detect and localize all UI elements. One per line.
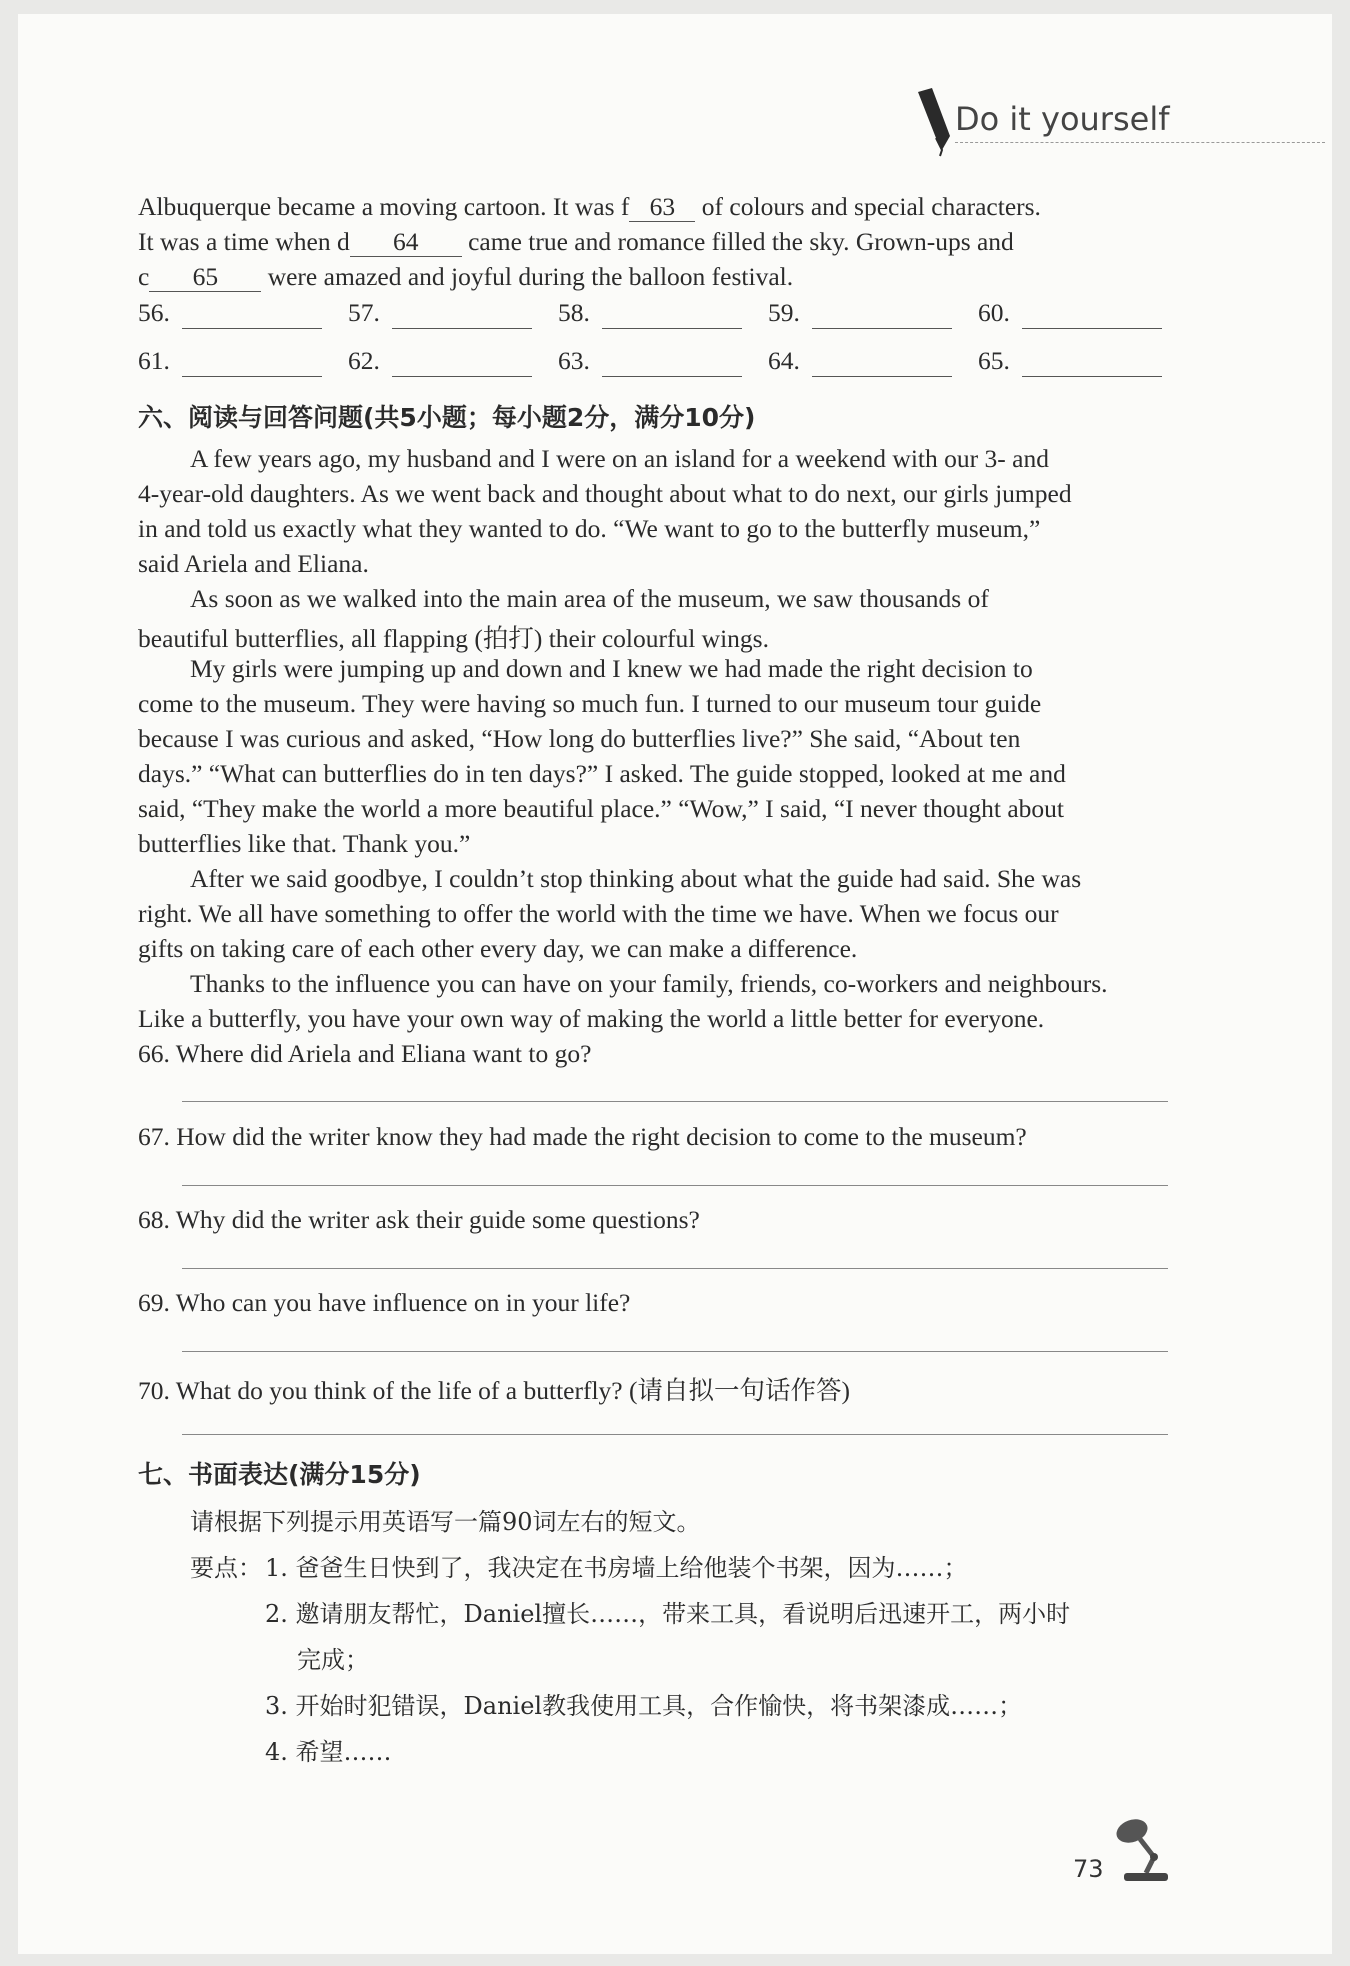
passage-line: 4-year-old daughters. As we went back and thought about what to do next, our girls jumped <box>138 479 1072 508</box>
cloze-text: of colours and special characters. <box>701 192 1041 221</box>
answer-blank[interactable] <box>602 328 742 329</box>
question-69: 69. Who can you have influence on in your life? <box>138 1288 631 1317</box>
answer-blank[interactable] <box>392 376 532 377</box>
answer-number: 64. <box>768 346 800 375</box>
writing-point: 4. 希望…… <box>265 1738 392 1766</box>
cloze-text: Albuquerque became a moving cartoon. It was f <box>138 192 630 221</box>
writing-point: 3. 开始时犯错误，Daniel教我使用工具，合作愉快，将书架漆成……； <box>265 1692 1023 1720</box>
passage-line: gifts on taking care of each other every day, we can make a difference. <box>138 934 858 963</box>
section-6-heading: 六、阅读与回答问题(共5小题；每小题2分，满分10分) <box>138 403 756 432</box>
cloze-gap-63: 63 <box>629 194 695 222</box>
passage-line: in and told us exactly what they wanted to do. “We want to go to the butterfly museum,” <box>138 514 1041 543</box>
passage-line: come to the museum. They were having so much fun. I turned to our museum tour guide <box>138 689 1042 718</box>
passage-line: After we said goodbye, I couldn’t stop thinking about what the guide had said. She was <box>190 864 1082 893</box>
header-divider <box>955 142 1325 143</box>
question-67: 67. How did the writer know they had made the right decision to come to the museum? <box>138 1122 1027 1151</box>
answer-line[interactable] <box>182 1434 1168 1435</box>
header-title: Do it yourself <box>955 100 1170 138</box>
answer-number: 61. <box>138 346 170 375</box>
cloze-text: c <box>138 262 150 291</box>
passage-line: because I was curious and asked, “How long do butterflies live?” She said, “About ten <box>138 724 1021 753</box>
question-66: 66. Where did Ariela and Eliana want to go? <box>138 1039 592 1068</box>
answer-blank[interactable] <box>182 328 322 329</box>
answer-blank[interactable] <box>392 328 532 329</box>
cloze-text: It was a time when d <box>138 227 350 256</box>
answer-blank[interactable] <box>1022 328 1162 329</box>
answer-number: 58. <box>558 298 590 327</box>
lamp-icon <box>1110 1815 1170 1890</box>
answer-line[interactable] <box>182 1351 1168 1352</box>
question-68: 68. Why did the writer ask their guide some questions? <box>138 1205 700 1234</box>
passage-line: Like a butterfly, you have your own way of making the world a little better for everyone. <box>138 1004 1045 1033</box>
passage-line: said, “They make the world a more beautiful place.” “Wow,” I said, “I never thought about <box>138 794 1064 823</box>
answer-blank[interactable] <box>1022 376 1162 377</box>
answer-number: 60. <box>978 298 1010 327</box>
cloze-line-2 <box>138 227 1014 257</box>
question-70: 70. What do you think of the life of a butterfly? (请自拟一句话作答) <box>138 1376 850 1405</box>
answer-number: 65. <box>978 346 1010 375</box>
answer-number: 63. <box>558 346 590 375</box>
answer-number: 57. <box>348 298 380 327</box>
passage-line: A few years ago, my husband and I were on an island for a weekend with our 3- and <box>190 444 1049 473</box>
cloze-line-3 <box>138 262 793 292</box>
cloze-text: came true and romance filled the sky. Grown-ups and <box>468 227 1014 256</box>
answer-blank[interactable] <box>812 376 952 377</box>
writing-point-continued: 完成； <box>297 1646 369 1674</box>
answer-line[interactable] <box>182 1101 1168 1102</box>
passage-line: right. We all have something to offer the world with the time we have. When we focus our <box>138 899 1059 928</box>
passage-line: My girls were jumping up and down and I knew we had made the right decision to <box>190 654 1033 683</box>
passage-line: butterflies like that. Thank you.” <box>138 829 471 858</box>
page-number: 73 <box>1073 1855 1104 1883</box>
answer-line[interactable] <box>182 1185 1168 1186</box>
writing-point: 2. 邀请朋友帮忙，Daniel擅长……，带来工具，看说明后迅速开工，两小时 <box>265 1600 1071 1628</box>
passage-line: Thanks to the influence you can have on your family, friends, co-workers and neighbours. <box>190 969 1108 998</box>
answer-blank[interactable] <box>812 328 952 329</box>
passage-line: beautiful butterflies, all flapping (拍打) their colourful wings. <box>138 624 769 653</box>
section-7-heading: 七、书面表达(满分15分) <box>138 1460 421 1489</box>
passage-line: said Ariela and Eliana. <box>138 549 369 578</box>
pen-icon <box>910 88 960 163</box>
cloze-gap-64: 64 <box>350 229 462 257</box>
cloze-gap-65: 65 <box>149 264 261 292</box>
passage-line: days.” “What can butterflies do in ten days?” I asked. The guide stopped, looked at me and <box>138 759 1066 788</box>
cloze-text: were amazed and joyful during the balloon festival. <box>267 262 794 291</box>
answer-line[interactable] <box>182 1268 1168 1269</box>
writing-point: 1. 爸爸生日快到了，我决定在书房墙上给他装个书架，因为……； <box>265 1554 968 1582</box>
answer-number: 59. <box>768 298 800 327</box>
answer-number: 62. <box>348 346 380 375</box>
answer-blank[interactable] <box>602 376 742 377</box>
answer-number: 56. <box>138 298 170 327</box>
answer-blank[interactable] <box>182 376 322 377</box>
passage-line: As soon as we walked into the main area of the museum, we saw thousands of <box>190 584 989 613</box>
points-label: 要点： <box>190 1554 262 1582</box>
writing-instruction: 请根据下列提示用英语写一篇90词左右的短文。 <box>190 1508 701 1536</box>
cloze-line-1 <box>138 192 1041 222</box>
